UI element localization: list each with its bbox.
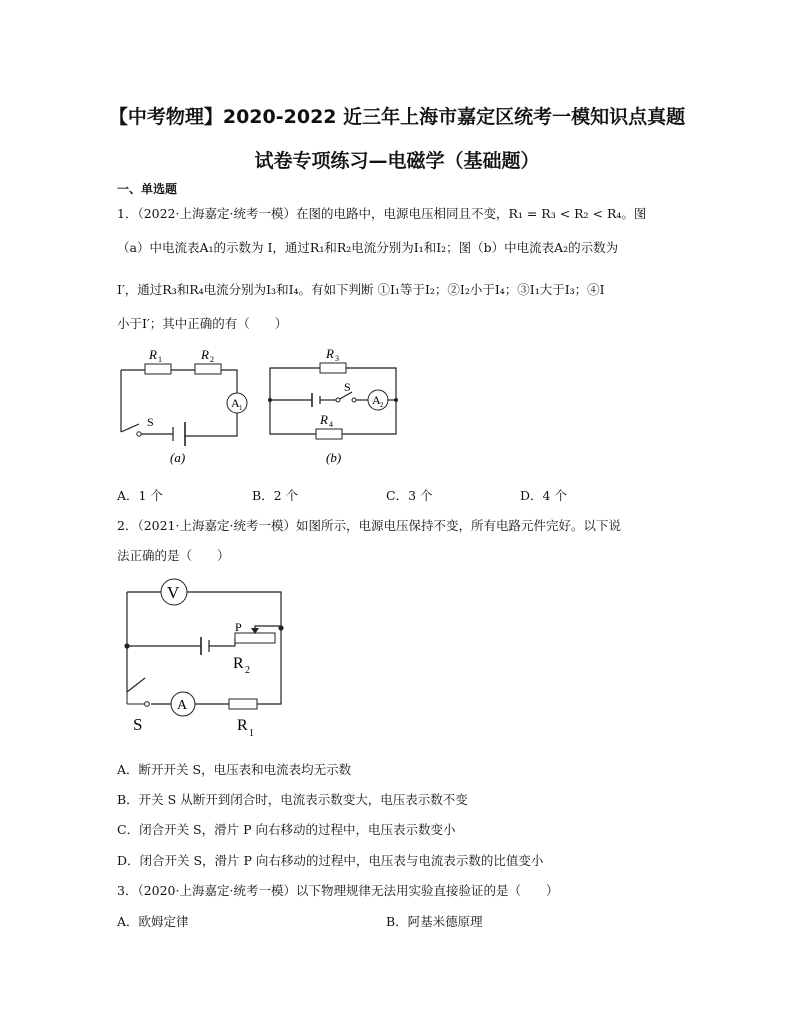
q1-option-b[interactable]: B．2 个	[252, 488, 299, 503]
r2-sub-q2: 2	[245, 665, 250, 676]
r2-sub: 2	[210, 355, 214, 364]
switch-s-label-b: S	[344, 380, 351, 394]
figure-b-caption: (b)	[326, 450, 342, 465]
ammeter-a2-sub: 2	[380, 401, 384, 409]
q1-line3: I′，通过R₃和R₄电流分别为I₃和I₄。有如下判断 ①I₁等于I₂；②I₂小于I₄；③I₁大于I₃；④I	[117, 282, 605, 297]
q2-option-d[interactable]: D．闭合开关 S，滑片 P 向右移动的过程中，电压表与电流表示数的比值变小	[117, 853, 544, 868]
q1-option-d[interactable]: D．4 个	[520, 488, 567, 503]
doc-title-line2: 试卷专项练习—电磁学（基础题）	[254, 150, 540, 172]
q3-option-b[interactable]: B．阿基米德原理	[386, 914, 483, 929]
q2-line2: 法正确的是（ ）	[117, 548, 230, 563]
q2-option-b[interactable]: B．开关 S 从断开到闭合时，电流表示数变大，电压表示数不变	[117, 792, 468, 807]
r1-label-q2: R	[237, 717, 248, 734]
resistor-r1-q2	[229, 699, 257, 709]
r3-sub: 3	[335, 354, 339, 363]
q1-line2: （a）中电流表A₁的示数为 I，通过R₁和R₂电流分别为I₁和I₂；图（b）中电流表A₂的示数为	[117, 240, 619, 255]
ammeter-label: A	[177, 698, 188, 713]
q2-option-c[interactable]: C．闭合开关 S，滑片 P 向右移动的过程中，电压表示数变小	[117, 822, 456, 837]
r2-label: R	[201, 347, 209, 362]
ammeter-a1-sub: 1	[239, 404, 243, 412]
q2-line1: 2．（2021·上海嘉定·统考一模）如图所示，电源电压保持不变，所有电路元件完好。以下说	[117, 518, 621, 533]
resistor-r3	[320, 363, 346, 373]
section-heading: 一、单选题	[117, 182, 178, 196]
slider-p-label: P	[235, 620, 242, 634]
resistor-r1	[145, 364, 171, 374]
q3-option-a[interactable]: A．欧姆定律	[117, 914, 189, 929]
resistor-r2	[195, 364, 221, 374]
r1-label: R	[149, 347, 157, 362]
rheostat-r2	[235, 633, 275, 643]
ammeter-a2-label: A	[372, 393, 381, 407]
switch-s-label-q2: S	[133, 715, 143, 734]
q1-line1: 1．（2022·上海嘉定·统考一模）在图的电路中，电源电压相同且不变，R₁ = R₃ < R₂ < R₄。图	[117, 206, 647, 221]
doc-title-line1: 【中考物理】2020-2022 近三年上海市嘉定区统考一模知识点真题	[108, 106, 686, 128]
r4-sub: 4	[329, 420, 333, 429]
r2-label-q2: R	[233, 655, 244, 672]
r4-label: R	[320, 412, 328, 427]
voltmeter-label: V	[167, 583, 180, 602]
q1-option-a[interactable]: A．1 个	[117, 488, 163, 503]
r3-label: R	[326, 346, 334, 361]
resistor-r4	[316, 429, 342, 439]
circuit-figure-q2	[115, 576, 295, 744]
q1-option-c[interactable]: C．3 个	[386, 488, 433, 503]
circuit-figure-b	[264, 340, 404, 470]
circuit-figure-a	[115, 340, 255, 470]
ammeter-a1-label: A	[231, 396, 240, 410]
q3-line1: 3．（2020·上海嘉定·统考一模）以下物理规律无法用实验直接验证的是（ ）	[117, 883, 559, 898]
q2-option-a[interactable]: A．断开开关 S，电压表和电流表均无示数	[117, 762, 352, 777]
r1-sub-q2: 1	[249, 728, 254, 739]
figure-a-caption: (a)	[170, 450, 186, 465]
switch-s-label: S	[147, 415, 154, 429]
r1-sub: 1	[158, 355, 162, 364]
q1-line4: 小于I′；其中正确的有（ ）	[117, 316, 288, 331]
